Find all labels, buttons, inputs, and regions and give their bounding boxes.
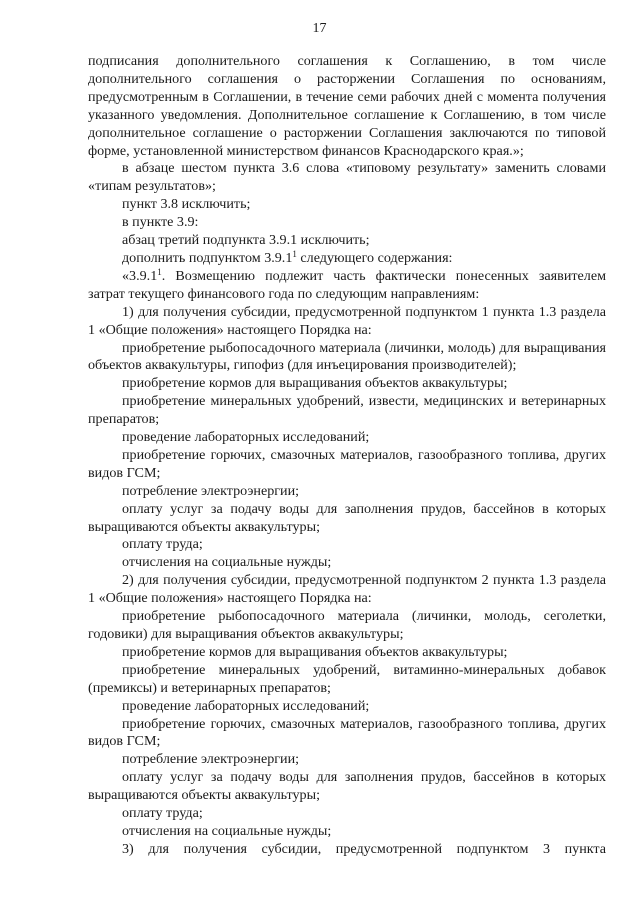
- paragraph: потребление электроэнергии;: [122, 751, 300, 768]
- page-number: 17: [312, 21, 327, 36]
- paragraph-text: . Возмещению подлежит часть фактически понесенных заявителем затрат текущего финансового года по следующим направлениям:: [88, 267, 606, 302]
- paragraph: оплату услуг за подачу воды для заполнения прудов, бассейнов в которых выращиваются объекты аквакультуры;: [88, 500, 606, 535]
- superscript: 1: [292, 248, 297, 259]
- paragraph: 2) для получения субсидии, предусмотренной подпунктом 2 пункта 1.3 раздела 1 «Общие положения» настоящего Порядка на:: [88, 572, 606, 607]
- paragraph: приобретение кормов для выращивания объектов аквакультуры;: [122, 375, 508, 392]
- paragraph: приобретение минеральных удобрений, витаминно-минеральных добавок (премиксы) и ветеринарных препаратов;: [88, 661, 606, 696]
- paragraph: приобретение рыбопосадочного материала (личинки, молодь) для выращивания объектов аквакультуры, гипофиз (для инъецирования производителей);: [88, 339, 606, 374]
- paragraph: оплату услуг за подачу воды для заполнения прудов, бассейнов в которых выращиваются объекты аквакультуры;: [88, 769, 606, 804]
- superscript: 1: [157, 266, 162, 277]
- paragraph: приобретение минеральных удобрений, извести, медицинских и ветеринарных препаратов;: [88, 393, 606, 428]
- paragraph: 1) для получения субсидии, предусмотренной подпунктом 1 пункта 1.3 раздела 1 «Общие положения» настоящего Порядка на:: [88, 303, 606, 338]
- paragraph: проведение лабораторных исследований;: [122, 429, 370, 446]
- paragraph: отчисления на социальные нужды;: [122, 822, 332, 839]
- paragraph: приобретение горючих, смазочных материалов, газообразного топлива, других видов ГСМ;: [88, 715, 606, 750]
- paragraph: абзац третий подпункта 3.9.1 исключить;: [122, 232, 370, 249]
- paragraph: в абзаце шестом пункта 3.6 слова «типовому результату» заменить словами «типам результатов»;: [88, 160, 606, 195]
- document-body: [88, 53, 606, 859]
- paragraph: приобретение рыбопосадочного материала (личинки, молодь, сеголетки, годовики) для выращивания объектов аквакультуры;: [88, 608, 606, 642]
- paragraph: проведение лабораторных исследований;: [122, 697, 370, 714]
- paragraph: подписания дополнительного соглашения к Соглашению, в том числе дополнительного соглашения о расторжении Соглашения по основаниям, предусмотренным в Соглашении, в течение семи рабочих дней с момента получения указанного уведомления. Дополнительное соглашение к Соглашению, в том числе дополнительное соглашение о расторжении Соглашения заключаются по типовой форме, установленной министерством финансов Краснодарского края.»;: [88, 53, 606, 159]
- paragraph-text: «3.9.1: [122, 267, 158, 284]
- paragraph: оплату труда;: [122, 805, 203, 822]
- paragraph: пункт 3.8 исключить;: [122, 196, 251, 213]
- paragraph: в пункте 3.9:: [122, 214, 199, 231]
- paragraph: [88, 268, 606, 304]
- paragraph: отчисления на социальные нужды;: [122, 554, 332, 571]
- paragraph: приобретение кормов для выращивания объектов аквакультуры;: [122, 643, 508, 660]
- paragraph-text: следующего содержания:: [296, 249, 453, 266]
- paragraph-text: дополнить подпунктом 3.9.1: [122, 249, 293, 266]
- paragraph: 3) для получения субсидии, предусмотренной подпунктом 3 пункта: [122, 840, 606, 857]
- paragraph: потребление электроэнергии;: [122, 482, 300, 499]
- paragraph: оплату труда;: [122, 536, 203, 553]
- paragraph: [88, 250, 606, 268]
- paragraph: приобретение горючих, смазочных материалов, газообразного топлива, других видов ГСМ;: [88, 446, 606, 481]
